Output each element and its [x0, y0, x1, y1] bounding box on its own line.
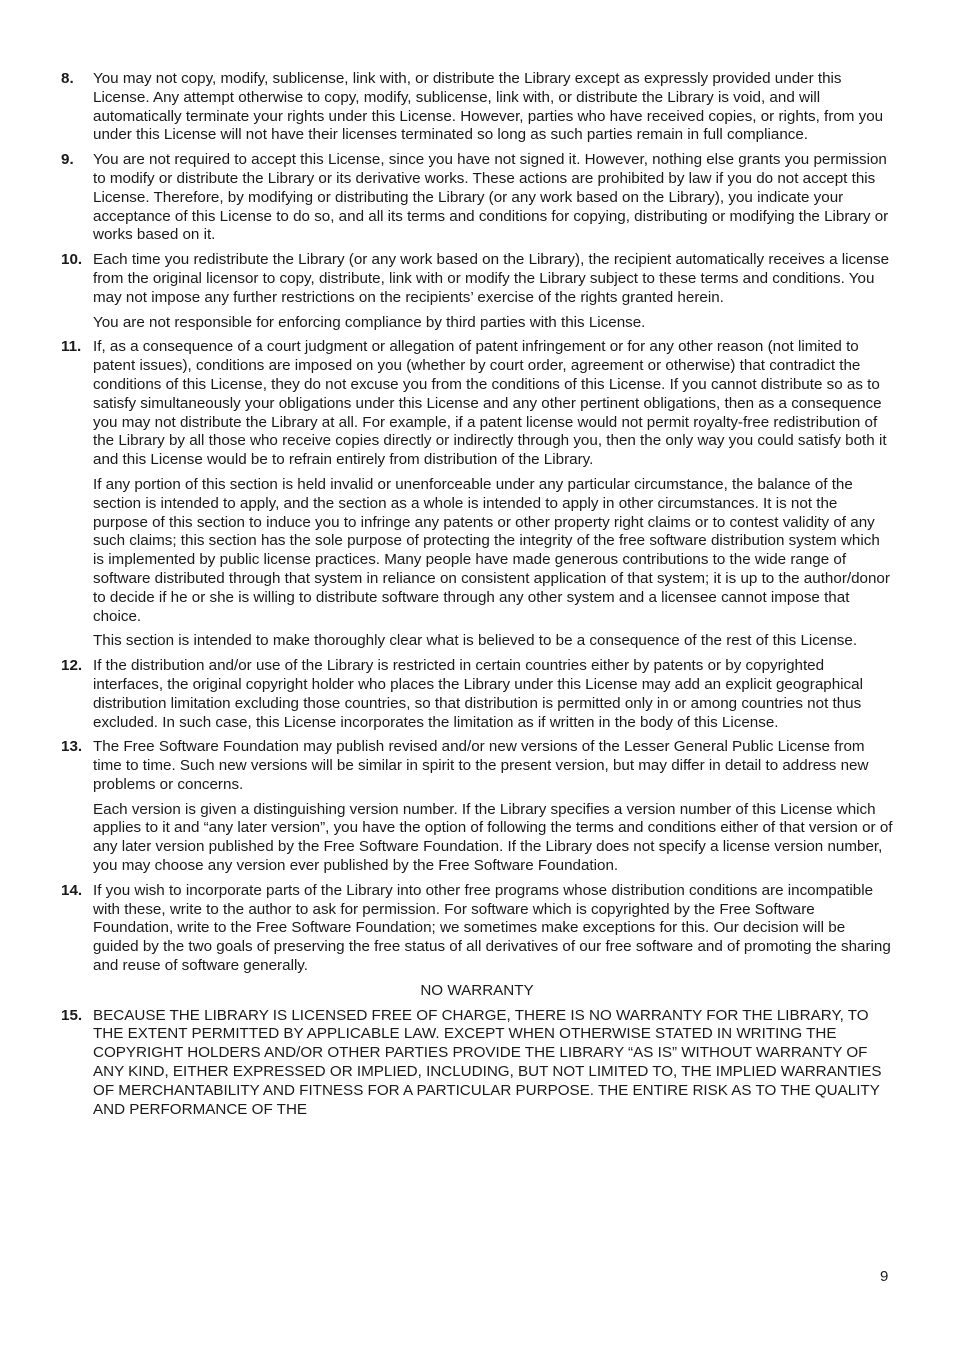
section-number: 12. — [61, 657, 83, 675]
section-13 — [0, 738, 893, 876]
section-paragraph: If the distribution and/or use of the Library is restricted in certain countries either by patents or by copyrighted interfaces, the original copyright holder who places the Library under this License may add an explicit geographical distribution limitation excluding those countries, so that distribution is permitted only in or among countries not thus excluded. In such case, this License incorporates the limitation as if written in the body of this License. — [93, 657, 863, 731]
license-page — [0, 70, 954, 1125]
section-number: 13. — [61, 738, 83, 756]
section-paragraph: This section is intended to make thoroughly clear what is believed to be a consequence of the rest of this License. — [93, 632, 858, 650]
section-paragraph: If you wish to incorporate parts of the Library into other free programs whose distribution conditions are incompatible with these, write to the author to ask for permission. For software which is copyrighted by the Free Software Foundation, write to the Free Software Foundation; we sometimes make exceptions for this. Our decision will be guided by the two goals of preserving the free status of all derivatives of our free software and of promoting the sharing and reuse of software generally. — [93, 881, 891, 975]
section-number: 14. — [61, 881, 83, 899]
section-number: 10. — [61, 251, 83, 269]
no-warranty-heading: NO WARRANTY — [420, 981, 534, 999]
section-number: 15. — [61, 1006, 83, 1024]
section-paragraph: The Free Software Foundation may publish revised and/or new versions of the Lesser General Public License from time to time. Such new versions will be similar in spirit to the present version, but may differ in detail to address new problems or concerns. — [93, 738, 869, 793]
section-paragraph: If, as a consequence of a court judgment or allegation of patent infringement or for any other reason (not limited to patent issues), conditions are imposed on you (whether by court order, agreement or otherwise) that contradict the conditions of this License, they do not excuse you from the conditions of this License. If you cannot distribute so as to satisfy simultaneously your obligations under this License and any other pertinent obligations, then as a consequence you may not distribute the Library at all. For example, if a patent license would not permit royalty-free redistribution of the Library by all those who receive copies directly or indirectly through you, then the only way you could satisfy both it and this License would be to refrain entirely from distribution of the Library. — [93, 338, 887, 469]
section-10 — [0, 251, 893, 332]
page-number: 9 — [880, 1268, 889, 1285]
section-8 — [0, 70, 893, 145]
section-number: 8. — [61, 70, 74, 87]
section-paragraph: You are not responsible for enforcing compliance by third parties with this License. — [93, 313, 646, 331]
section-12 — [0, 657, 893, 732]
section-paragraph: Each time you redistribute the Library (or any work based on the Library), the recipient automatically receives a license from the original licensor to copy, distribute, link with or modify the Library subject to these terms and conditions. You may not impose any further restrictions on the recipients’ exercise of the rights granted herein. — [93, 251, 890, 306]
section-paragraph: BECAUSE THE LIBRARY IS LICENSED FREE OF CHARGE, THERE IS NO WARRANTY FOR THE LIBRARY, TO THE EXTENT PERMITTED BY APPLICABLE LAW. EXCEPT WHEN OTHERWISE STATED IN WRITING THE COPYRIGHT HOLDERS AND/OR OTHER PARTIES PROVIDE THE LIBRARY “AS IS” WITHOUT WARRANTY OF ANY KIND, EITHER EXPRESSED OR IMPLIED, INCLUDING, BUT NOT LIMITED TO, THE IMPLIED WARRANTIES OF MERCHANTABILITY AND FITNESS FOR A PARTICULAR PURPOSE. THE ENTIRE RISK AS TO THE QUALITY AND PERFORMANCE OF THE — [93, 1006, 882, 1118]
section-15 — [0, 1007, 893, 1120]
section-paragraph: You are not required to accept this License, since you have not signed it. However, nothing else grants you permission to modify or distribute the Library or its derivative works. These actions are prohibited by law if you do not accept this License. Therefore, by modifying or distributing the Library (or any work based on the Library), you indicate your acceptance of this License to do so, and all its terms and conditions for copying, distributing or modifying the Library or works based on it. — [93, 151, 889, 244]
section-paragraph: You may not copy, modify, sublicense, link with, or distribute the Library except as expressly provided under this License. Any attempt otherwise to copy, modify, sublicense, link with, or distribute the Library is void, and will automatically terminate your rights under this License. However, parties who have received copies, or rights, from you under this License will not have their licenses terminated so long as such parties remain in full compliance. — [93, 70, 884, 144]
section-number: 11. — [61, 338, 82, 356]
section-number: 9. — [61, 151, 74, 169]
section-paragraph: If any portion of this section is held invalid or unenforceable under any particular circumstance, the balance of the section is intended to apply, and the section as a whole is intended to apply in other circumstances. It is not the purpose of this section to induce you to infringe any patents or other property right claims or to contest validity of any such claims; this section has the sole purpose of protecting the integrity of the free software distribution system which is implemented by public license practices. Many people have made generous contributions to the wide range of software distributed through that system in reliance on consistent application of that system; it is up to the author/donor to decide if he or she is willing to distribute software through any other system and a licensee cannot impose that choice. — [93, 475, 890, 625]
section-paragraph: Each version is given a distinguishing version number. If the Library specifies a version number of this License which applies to it and “any later version”, you have the option of following the terms and conditions either of that version or of any later version published by the Free Software Foundation. If the Library does not specify a license version number, you may choose any version ever published by the Free Software Foundation. — [93, 800, 893, 875]
section-14 — [0, 882, 893, 976]
section-11 — [0, 338, 893, 651]
section-9 — [0, 151, 893, 245]
